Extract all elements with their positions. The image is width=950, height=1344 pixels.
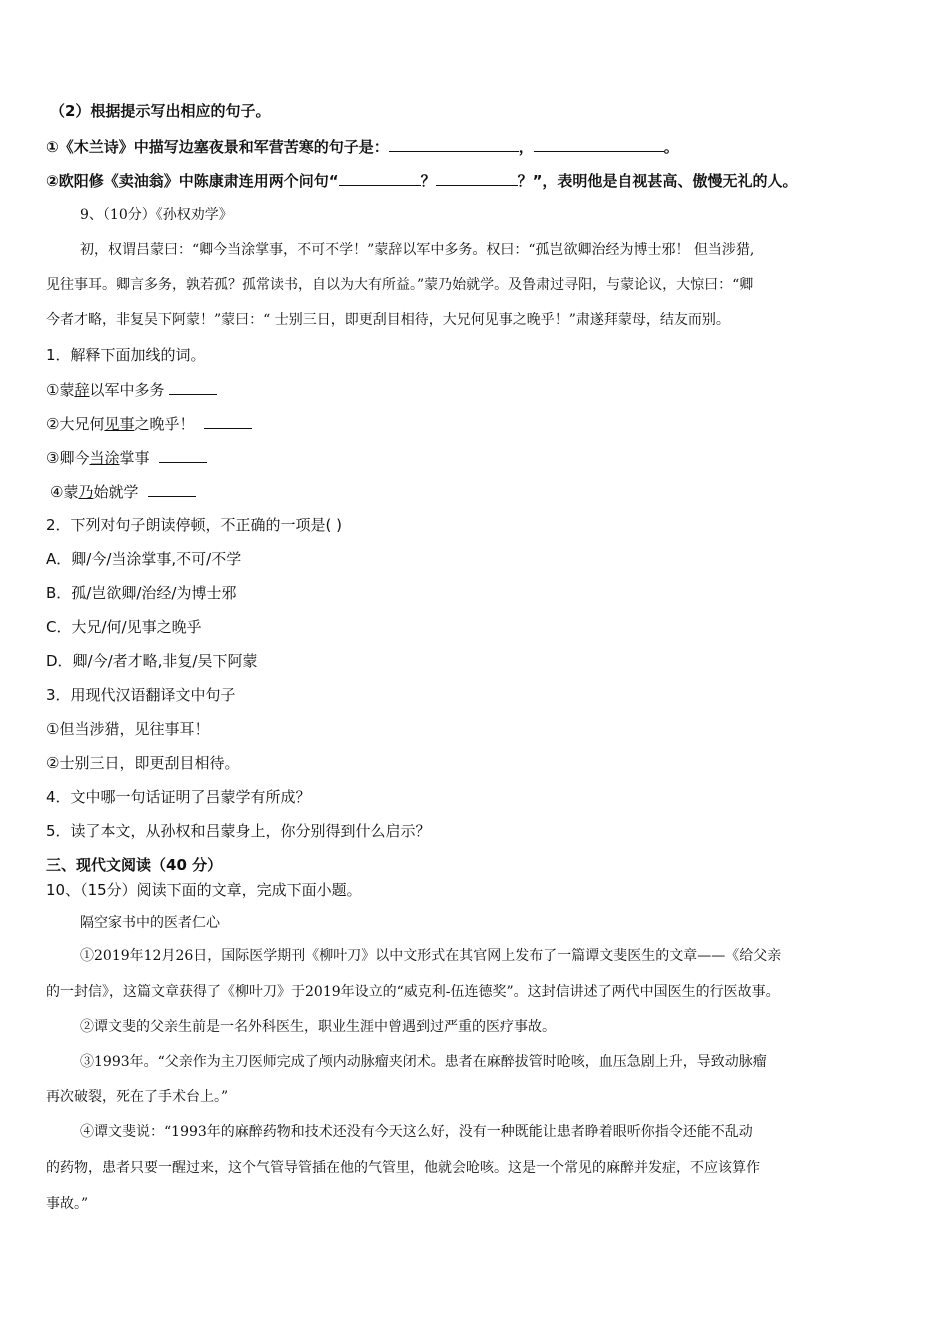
q8-line2: [46, 170, 797, 191]
answer-blank[interactable]: [148, 481, 196, 497]
q10-paragraph-line: 事故。”: [46, 1196, 89, 1212]
q9-option-a: A．卿/今/当涂掌事,不可/不学: [46, 550, 242, 568]
q9-sub3: 3．用现代汉语翻译文中句子: [46, 686, 236, 704]
answer-blank[interactable]: [169, 379, 217, 395]
q10-paragraph-line: 的药物，患者只要一醒过来，这个气管导管插在他的气管里，他就会呛咳。这是一个常见的麻醉并发症，不应该算作: [46, 1160, 760, 1176]
q9-sub4: 4．文中哪一句话证明了吕蒙学有所成？: [46, 788, 311, 806]
q9-sub1: 1．解释下面加线的词。: [46, 346, 206, 364]
word-pre: ①蒙: [46, 381, 75, 399]
underlined-word: 辞: [74, 381, 90, 399]
q8-line1: [46, 136, 679, 157]
underlined-word: 乃: [78, 483, 94, 501]
word-pre: ④蒙: [50, 483, 79, 501]
q8-line1-end: 。: [663, 138, 679, 156]
q8-line2-a: ②欧阳修《卖油翁》中陈康肃连用两个问句“: [46, 172, 339, 190]
q9-sub5: 5．读了本文，从孙权和吕蒙身上，你分别得到什么启示？: [46, 822, 431, 840]
answer-blank[interactable]: [204, 413, 252, 429]
word-pre: ③卿今: [46, 449, 90, 467]
q8-line2-q1: ？: [420, 172, 436, 190]
underlined-word: 见事: [104, 415, 135, 433]
q9-word-item: [46, 447, 207, 468]
q10-paragraph-line: ②谭文斐的父亲生前是一名外科医生，职业生涯中曾遇到过严重的医疗事故。: [80, 1019, 556, 1035]
q8-line2-q2: ？”，表明他是自视甚高、傲慢无礼的人。: [517, 172, 798, 190]
answer-blank[interactable]: [436, 170, 518, 186]
q9-passage-line: 今者才略，非复吴下阿蒙！”蒙曰：“ 士别三日，即更刮目相待，大兄何见事之晚乎！”肃遂拜蒙母，结友而别。: [46, 312, 730, 328]
q9-passage-line: 见往事耳。卿言多务，孰若孤？孤常读书，自以为大有所益。”蒙乃始就学。及鲁肃过寻阳，与蒙论议，大惊曰：“卿: [46, 277, 754, 293]
q9-header: 9、（10分）《孙权劝学》: [80, 207, 233, 223]
q10-paragraph-line: ③1993年。“父亲作为主刀医师完成了颅内动脉瘤夹闭术。患者在麻醉拔管时呛咳，血压急剧上升，导致动脉瘤: [80, 1054, 767, 1070]
answer-blank[interactable]: [534, 136, 664, 152]
word-pre: ②大兄何: [46, 415, 105, 433]
section-title: 三、现代文阅读（40 分）: [46, 856, 223, 874]
word-post: 以军中多务: [89, 381, 165, 399]
q10-paragraph-line: 再次破裂，死在了手术台上。”: [46, 1089, 229, 1105]
q10-article-title: 隔空家书中的医者仁心: [80, 915, 220, 931]
q9-option-d: D．卿/今/者才略,非复/吴下阿蒙: [46, 652, 258, 670]
answer-blank[interactable]: [389, 136, 519, 152]
word-post: 之晚乎！: [134, 415, 195, 433]
answer-blank[interactable]: [339, 170, 421, 186]
answer-blank[interactable]: [159, 447, 207, 463]
q8-line1-text: ①《木兰诗》中描写边塞夜景和军营苦寒的句子是：: [46, 138, 389, 156]
underlined-word: 当涂: [89, 449, 120, 467]
q9-word-item: [46, 379, 217, 400]
q9-passage-line: 初，权谓吕蒙曰：“卿今当涂掌事，不可不学！”蒙辞以军中多务。权曰：“孤岂欲卿治经为博士邪！ 但当涉猎,: [80, 242, 755, 258]
q9-word-item: [46, 413, 252, 434]
q9-translate-2: ②士别三日，即更刮目相待。: [46, 754, 240, 772]
q9-word-item: [50, 481, 196, 502]
word-post: 掌事: [119, 449, 150, 467]
q10-header: 10、（15分）阅读下面的文章，完成下面小题。: [46, 881, 362, 899]
q9-option-b: B．孤/岂欲卿/治经/为博士邪: [46, 584, 237, 602]
q8-line1-sep: ，: [518, 138, 534, 156]
q9-sub2: 2．下列对句子朗读停顿，不正确的一项是( ): [46, 516, 343, 534]
q9-option-c: C．大兄/何/见事之晚乎: [46, 618, 202, 636]
q8-part2-title: （2）根据提示写出相应的句子。: [50, 102, 271, 120]
q10-paragraph-line: ④谭文斐说：“1993年的麻醉药物和技术还没有今天这么好，没有一种既能让患者睁着眼听你指令还能不乱动: [80, 1124, 753, 1140]
q9-translate-1: ①但当涉猎，见往事耳！: [46, 720, 210, 738]
q10-paragraph-line: 的一封信》，这篇文章获得了《柳叶刀》于2019年设立的“威克利-伍连德奖”。这封信讲述了两代中国医生的行医故事。: [46, 984, 780, 1000]
q10-paragraph-line: ①2019年12月26日，国际医学期刊《柳叶刀》以中文形式在其官网上发布了一篇谭文斐医生的文章——《给父亲: [80, 948, 782, 964]
word-post: 始就学: [93, 483, 139, 501]
